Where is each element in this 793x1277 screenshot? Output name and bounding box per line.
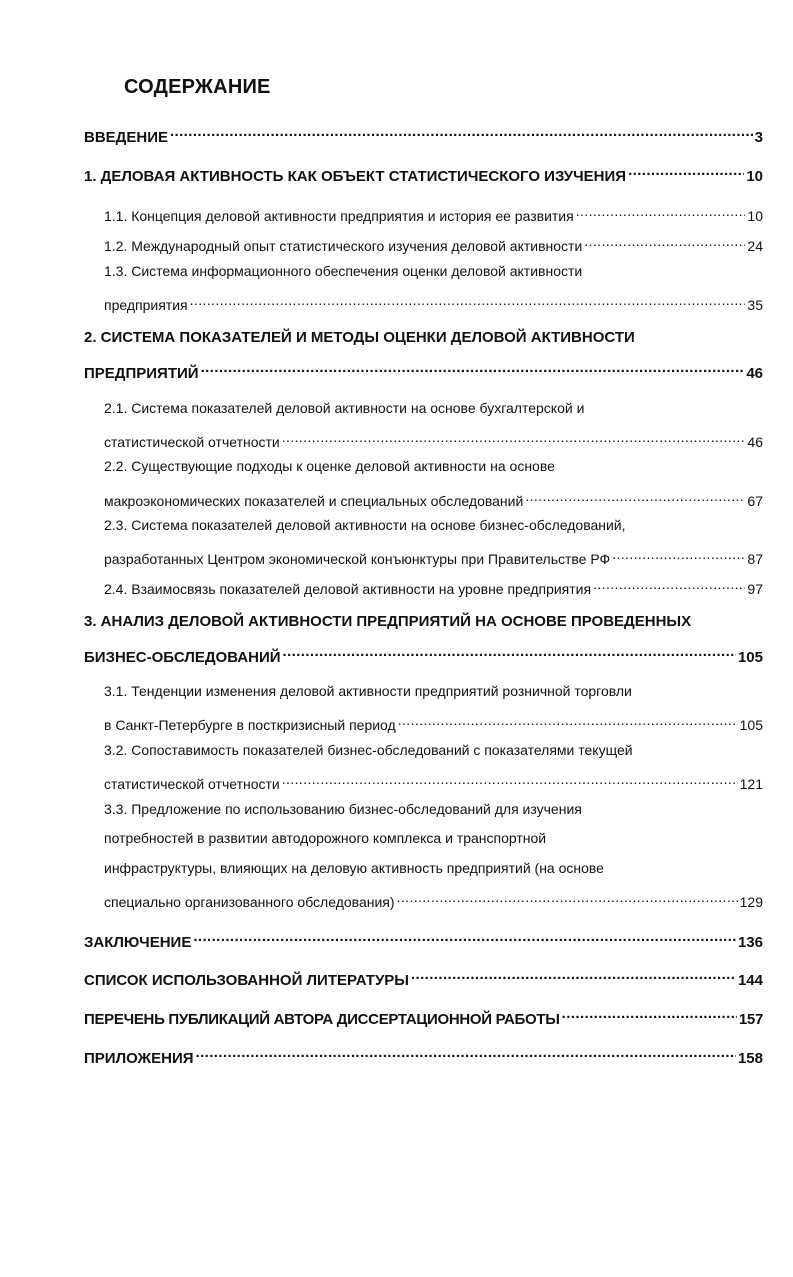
toc-entry-text: в Санкт-Петербурге в посткризисный период <box>104 717 396 733</box>
dot-leader <box>282 769 738 789</box>
toc-entry-text: потребностей в развитии автодорожного комплекса и транспортной <box>104 830 547 846</box>
toc-entry-text: макроэкономических показателей и специальных обследований <box>104 493 524 509</box>
toc-entry-section-3-3-line3[interactable] <box>104 858 763 878</box>
toc-entry-text: 1.3. Система информационного обеспечения оценки деловой активности <box>104 263 583 279</box>
toc-entry-text: ЗАКЛЮЧЕНИЕ <box>84 934 192 951</box>
toc-page-number: 129 <box>739 894 763 910</box>
dot-leader <box>628 161 744 181</box>
toc-page-number: 46 <box>747 434 763 450</box>
toc-entry-section-1-2[interactable] <box>104 231 763 254</box>
toc-entry-text: СПИСОК ИСПОЛЬЗОВАННОЙ ЛИТЕРАТУРЫ <box>84 972 409 989</box>
toc-page-number: 87 <box>747 551 763 567</box>
toc-entry-text: 2.4. Взаимосвязь показателей деловой активности на уровне предприятия <box>104 581 592 597</box>
toc-entry-chapter-3-line2[interactable] <box>84 642 763 666</box>
toc-entry-section-3-1-line1[interactable] <box>104 681 763 701</box>
toc-page-number: 24 <box>747 238 763 254</box>
toc-page-number: 10 <box>746 168 763 185</box>
toc-entry-chapter-1[interactable] <box>84 161 763 185</box>
toc-entry-section-2-3-line2[interactable] <box>104 544 763 567</box>
toc-entry-section-2-2-line1[interactable] <box>104 456 763 476</box>
toc-entry-section-1-3-line1[interactable] <box>104 261 763 281</box>
toc-entry-section-3-2-line1[interactable] <box>104 740 763 760</box>
toc-entry-text: ПРЕДПРИЯТИЙ <box>84 365 199 382</box>
toc-entry-text: статистической отчетности <box>104 776 280 792</box>
toc-entry-text: предприятия <box>104 297 188 313</box>
toc-entry-section-2-2-line2[interactable] <box>104 486 763 509</box>
toc-entry-section-3-1-line2[interactable] <box>104 710 763 733</box>
toc-entry-text: 3.3. Предложение по использованию бизнес-обследований для изучения <box>104 801 582 817</box>
toc-entry-section-2-4[interactable] <box>104 574 763 597</box>
dot-leader <box>170 122 753 142</box>
toc-entry-text: 3.2. Сопоставимость показателей бизнес-обследований с показателями текущей <box>104 742 633 758</box>
toc-entry-text: 2.3. Система показателей деловой активности на основе бизнес-обследований, <box>104 517 626 533</box>
toc-entry-text: 3.1. Тенденции изменения деловой активности предприятий розничной торговли <box>104 683 632 699</box>
dot-leader <box>283 642 736 662</box>
toc-entry-text: статистической отчетности <box>104 434 280 450</box>
dot-leader <box>576 201 746 221</box>
toc-entry-section-1-3-line2[interactable] <box>104 290 763 313</box>
toc-page-number: 10 <box>747 208 763 224</box>
dot-leader <box>612 544 745 564</box>
toc-page-number: 144 <box>737 972 763 989</box>
toc-entry-appendices[interactable] <box>84 1043 763 1067</box>
toc-entry-section-3-3-line4[interactable] <box>104 887 763 910</box>
dot-leader <box>525 486 745 506</box>
dot-leader <box>411 965 736 985</box>
dot-leader <box>562 1004 737 1024</box>
toc-entry-section-2-3-line1[interactable] <box>104 515 763 535</box>
toc-entry-text: 3. АНАЛИЗ ДЕЛОВОЙ АКТИВНОСТИ ПРЕДПРИЯТИЙ НА ОСНОВЕ ПРОВЕДЕННЫХ <box>84 613 692 630</box>
toc-entry-text: ПЕРЕЧЕНЬ ПУБЛИКАЦИЙ АВТОРА ДИССЕРТАЦИОННОЙ РАБОТЫ <box>84 1011 560 1028</box>
toc-entry-text: инфраструктуры, влияющих на деловую активность предприятий (на основе <box>104 860 604 876</box>
toc-page-number: 35 <box>747 297 763 313</box>
toc-entry-chapter-2-line1[interactable] <box>84 328 763 348</box>
page-title: СОДЕРЖАНИЕ <box>124 76 271 98</box>
toc-entry-text: 2.2. Существующие подходы к оценке деловой активности на основе <box>104 458 555 474</box>
toc-page-number: 105 <box>737 649 763 666</box>
toc-entry-section-3-2-line2[interactable] <box>104 769 763 792</box>
toc-page-number: 136 <box>737 934 763 951</box>
toc-page-number: 105 <box>739 717 763 733</box>
toc-entry-text: 2.1. Система показателей деловой активности на основе бухгалтерской и <box>104 400 585 416</box>
toc-entry-references[interactable] <box>84 965 763 989</box>
toc-page-number: 67 <box>747 493 763 509</box>
dot-leader <box>201 358 745 378</box>
toc-entry-section-1-1[interactable] <box>104 201 763 224</box>
toc-entry-publications[interactable] <box>84 1004 763 1028</box>
toc-entry-conclusion[interactable] <box>84 927 763 951</box>
toc-entry-chapter-2-line2[interactable] <box>84 358 763 382</box>
toc-page-number: 97 <box>747 581 763 597</box>
toc-entry-text: 1.2. Международный опыт статистического изучения деловой активности <box>104 238 583 254</box>
dot-leader <box>193 927 736 947</box>
dot-leader <box>397 887 738 907</box>
dot-leader <box>584 231 745 251</box>
toc-entry-text: БИЗНЕС-ОБСЛЕДОВАНИЙ <box>84 649 281 666</box>
dot-leader <box>190 290 746 310</box>
toc-entry-text: разработанных Центром экономической конъюнктуры при Правительстве РФ <box>104 551 611 567</box>
dot-leader <box>398 710 738 730</box>
toc-entry-section-3-3-line2[interactable] <box>104 828 763 848</box>
toc-entry-introduction[interactable] <box>84 122 763 146</box>
toc-entry-section-2-1-line2[interactable] <box>104 427 763 450</box>
dot-leader <box>196 1043 736 1063</box>
toc-entry-text: 2. СИСТЕМА ПОКАЗАТЕЛЕЙ И МЕТОДЫ ОЦЕНКИ ДЕЛОВОЙ АКТИВНОСТИ <box>84 329 635 346</box>
toc-entry-text: ПРИЛОЖЕНИЯ <box>84 1050 194 1067</box>
toc-page-number: 158 <box>737 1050 763 1067</box>
toc-page-number: 157 <box>738 1011 763 1028</box>
toc-entry-text: специально организованного обследования) <box>104 894 395 910</box>
toc-entry-section-2-1-line1[interactable] <box>104 398 763 418</box>
dot-leader <box>593 574 745 594</box>
toc-page-number: 3 <box>754 129 763 146</box>
toc-entry-text: 1.1. Концепция деловой активности предприятия и история ее развития <box>104 208 574 224</box>
toc-page-number: 121 <box>739 776 763 792</box>
dot-leader <box>282 427 746 447</box>
toc-entry-text: ВВЕДЕНИЕ <box>84 129 168 146</box>
toc-entry-text: 1. ДЕЛОВАЯ АКТИВНОСТЬ КАК ОБЪЕКТ СТАТИСТИЧЕСКОГО ИЗУЧЕНИЯ <box>84 168 627 185</box>
toc-entry-section-3-3-line1[interactable] <box>104 799 763 819</box>
toc-entry-chapter-3-line1[interactable] <box>84 612 763 632</box>
toc-page-number: 46 <box>746 365 763 382</box>
